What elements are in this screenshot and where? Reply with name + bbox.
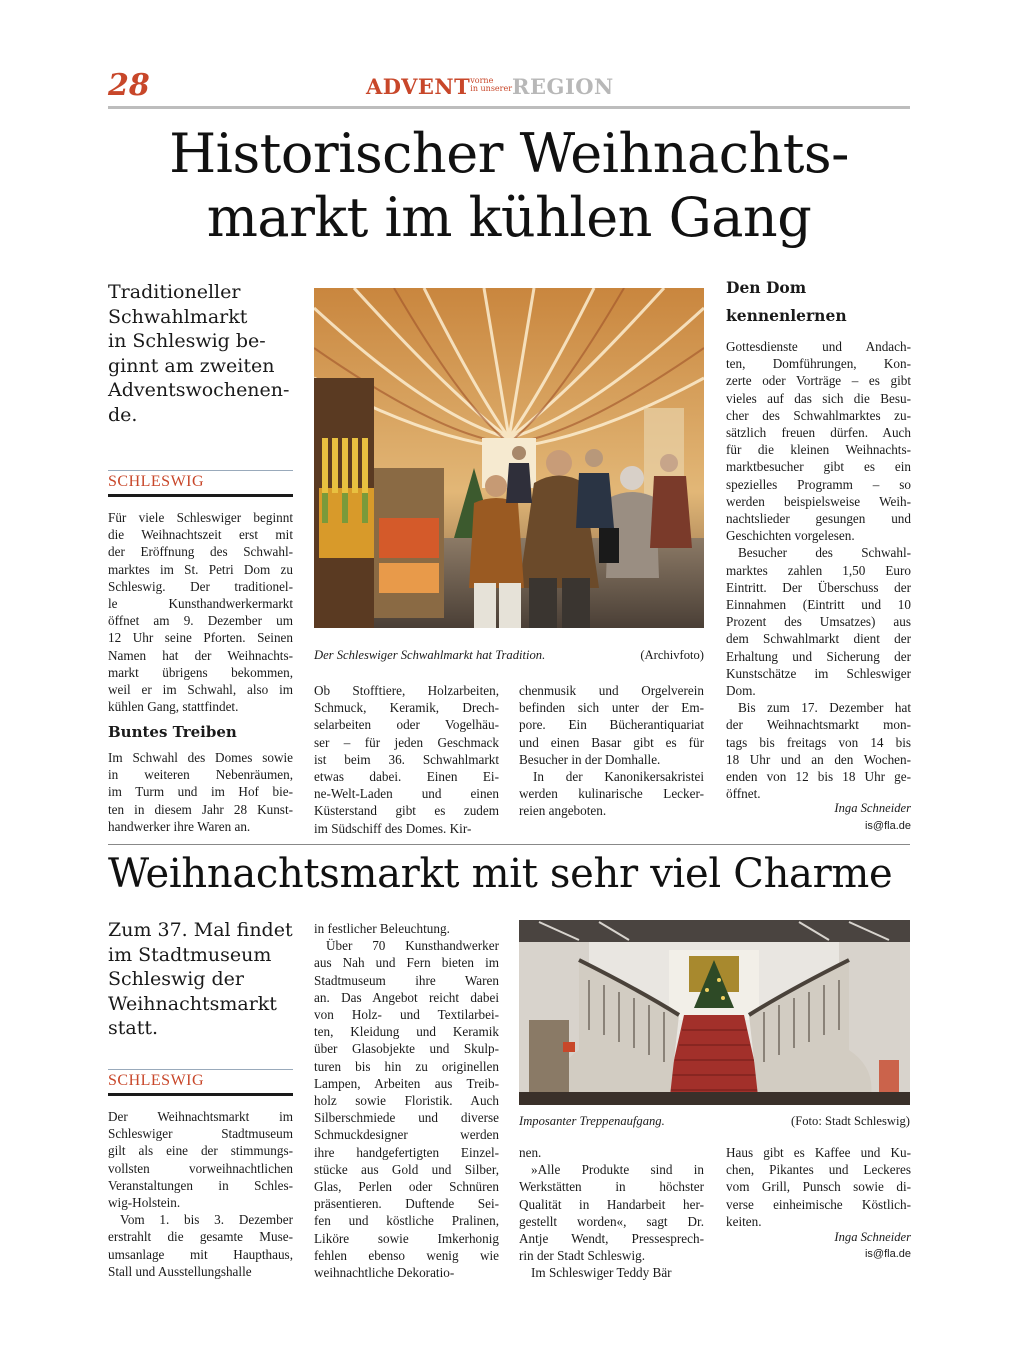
dateline-bar-2 <box>108 1093 293 1096</box>
article1-photo-cloister-market <box>314 288 704 628</box>
article1-subhead: Traditioneller Schwahlmarkt in Schleswig be- ginnt am zweiten Adventswochenen- de. <box>108 281 290 426</box>
dateline-bar <box>108 494 293 497</box>
article2-col4: Haus gibt es Kaffee und Ku- chen, Pikantes und Leckeres vom Grill, Punsch sowie di- verse einheimische Köstlich- keiten. <box>726 1145 911 1229</box>
article1-crosshead: Buntes Treiben <box>108 723 237 741</box>
staircase-illustration <box>519 920 910 1105</box>
article1-headline: Historischer Weihnachts- markt im kühlen Gang <box>169 122 849 249</box>
article1-col1b: Im Schwahl des Domes sowie in weiteren Nebenräumen, im Turm und im Hof bie- ten in diesem Jahr 28 Kunst- handwerker ihre Waren an. <box>108 750 293 834</box>
article2-subhead: Zum 37. Mal findet im Stadtmuseum Schleswig der Weihnachtsmarkt statt. <box>108 919 293 1039</box>
article2-dateline: SCHLESWIG <box>108 1072 205 1089</box>
caption-credit-2: (Foto: Stadt Schleswig) <box>791 1114 910 1128</box>
info-box-body: Gottesdienste und Andach- ten, Domführungen, Kon- zerte oder Vorträge – es gibt vieles auf das sich die Besu- cher des Schwahlmarktes zu- sätzlich freuen dürfen. Auch für die kleinen Weihnachts- marktbesucher gibt es ein spezielles Programm – so werden beispielsweise Weih- nachtslieder gesungen und Geschichten vorgelesen. Besucher des Schwahl- marktes zahlen 1,50 Euro Eintritt. Der Überschuss der Einnahmen (Eintritt und 10 Prozent des Umsatzes) aus dem Schwahlmarkt dient der Erhaltung und Sicherung der Kunstschätze im Schleswiger Dom. Bis zum 17. Dezember hat der Weihnachtsmarkt mon- tags bis freitags von 14 bis 18 Uhr und an den Wochen- enden von 12 bis 18 Uhr ge- öffnet. <box>726 339 911 802</box>
article2-email: is@fla.de <box>864 1248 911 1260</box>
article1-author: Inga Schneider <box>834 801 911 815</box>
rubric-small-text: vorne in unserer <box>470 76 513 93</box>
article1-photo-caption <box>314 646 704 664</box>
article2-headline: Weihnachtsmarkt mit sehr viel Charme <box>108 851 893 897</box>
section-rubric <box>366 74 666 104</box>
article2-col2: in festlicher Beleuchtung. Über 70 Kunsthandwerker aus Nah und Fern bieten im Stadtmuseum ihre Waren an. Das Angebot reicht dabei von Holz- und Textilarbei- ten, Kleidung und Keramik über Glasobjekte und Skulp- turen bis hin zu originellen Lampen, Arbeiten aus Treib- holz sowie Floristik. Auch Silberschmiede und diverse Schmuckdesigner werden ihre handgefertigten Einzel- stücke aus Gold und Silber, Glas, Perlen oder Schnüren präsentieren. Duftende Sei- fen und köstliche Pralinen, Liköre sowie Imkerhonig fehlen ebenso wenig wie weihnachtliche Dekoratio- <box>314 921 499 1281</box>
caption-text-2: Imposanter Treppenaufgang. <box>519 1114 665 1128</box>
caption-text: Der Schleswiger Schwahlmarkt hat Tradition. <box>314 648 546 662</box>
article1-col2: Ob Stofftiere, Holzarbeiten, Schmuck, Keramik, Drech- selarbeiten oder Vogelhäu- ser – für jeden Geschmack ist beim 36. Schwahlmarkt etwas dabei. Einen Ei- ne-Welt-Laden und einen Küsterstand gibt es zudem im Südschiff des Domes. Kir- <box>314 683 499 836</box>
cloister-market-illustration <box>314 288 704 628</box>
article2-col1: Der Weihnachtsmarkt im Schleswiger Stadtmuseum gilt als eine der stimmungs- vollsten vorweihnachtlichen Veranstaltungen in Schles- wig-Holstein. Vom 1. bis 3. Dezember erstrahlt die gesamte Muse- umsanlage mit Haupthaus, Stall und Ausstellungshalle <box>108 1109 293 1279</box>
section-divider <box>108 844 910 845</box>
caption-credit: (Archivfoto) <box>640 648 704 662</box>
header-rule <box>108 106 910 109</box>
page-number: 28 <box>108 68 150 103</box>
article2-col3: nen. »Alle Produkte sind in Werkstätten in höchster Qualität in Handarbeit her- gestellt worden«, sagt Dr. Antje Wendt, Pressesprech- rin der Stadt Schleswig. Im Schleswiger Teddy Bär <box>519 1145 704 1281</box>
article2-author: Inga Schneider <box>834 1230 911 1244</box>
article2-photo-caption <box>519 1112 910 1130</box>
rubric-advent: ADVENT <box>366 74 471 99</box>
article1-col3: chenmusik und Orgelverein befinden sich unter der Em- pore. Ein Bücherantiquariat und einen Basar gibt es für Besucher in der Domhalle. In der Kanonikersakristei werden kulinarische Lecker- reien angeboten. <box>519 683 704 819</box>
article1-email: is@fla.de <box>864 820 911 832</box>
article2-photo-staircase <box>519 920 910 1105</box>
info-box-heading: Den Dom kennenlernen <box>726 278 847 325</box>
article1-col1: Für viele Schleswiger beginnt die Weihnachtszeit erst mit der Eröffnung des Schwahl- marktes im St. Petri Dom zu Schleswig. Der traditionel- le Kunsthandwerkermarkt öffnet am 9. Dezember um 12 Uhr seine Pforten. Seinen Namen hat der Weihnachts- markt übrigens bekommen, weil er im Schwahl, also im kühlen Gang, stattfindet. <box>108 510 293 715</box>
rubric-region: REGION <box>512 74 614 99</box>
article1-dateline: SCHLESWIG <box>108 473 205 490</box>
